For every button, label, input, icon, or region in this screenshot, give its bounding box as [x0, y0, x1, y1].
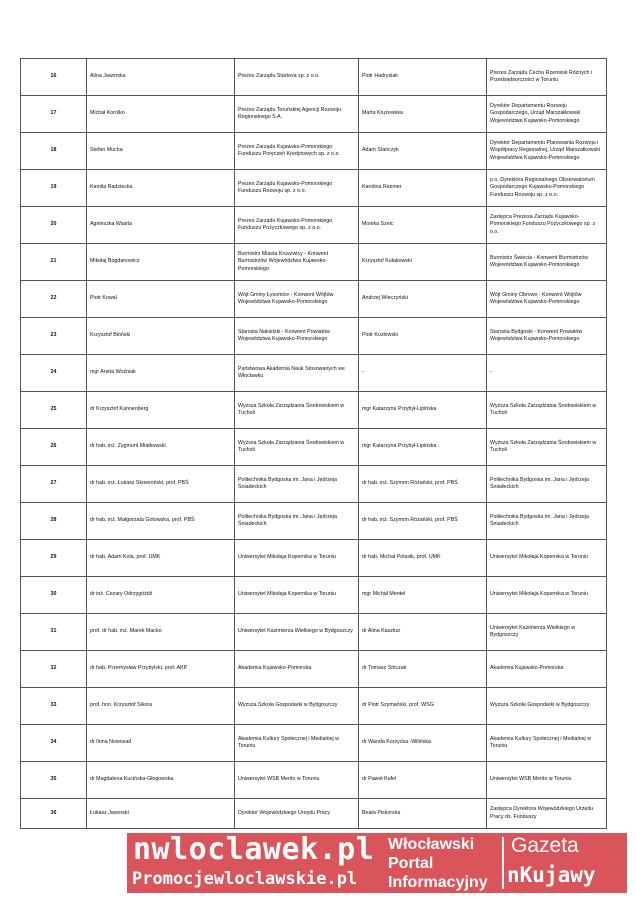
member-institution: Prezes Zarządu Toruńskiej Agencji Rozwoju Regionalnego S.A.: [235, 96, 359, 133]
deputy-name: dr Tomasz Sińczak: [359, 651, 487, 688]
member-institution: Prezes Zarządu Kujawsko-Pomorskiego Funduszu Rozwoju sp. z o.o.: [235, 170, 359, 207]
member-name: Michał Korolko: [87, 96, 235, 133]
row-number: 34: [21, 725, 87, 762]
member-institution: Uniwersytet WSB Merito w Toruniu: [235, 762, 359, 799]
row-number: 20: [21, 207, 87, 244]
member-name: dr hab. inż. Łukasz Skowroński, prof. PBŚ: [87, 466, 235, 503]
deputy-institution: -: [487, 355, 607, 392]
deputy-institution: Uniwersytet Kazimierza Wielkiego w Bydgoszczy: [487, 614, 607, 651]
member-name: dr Ilona Nowosad: [87, 725, 235, 762]
member-name: dr inż. Cezary Odrzygóźdź: [87, 577, 235, 614]
member-name: mgr Aneta Woźniak: [87, 355, 235, 392]
table-row: [21, 651, 607, 688]
table-row: [21, 59, 607, 96]
member-institution: Politechnika Bydgoska im. Jana i Jędrzeja Śniadeckich: [235, 503, 359, 540]
row-number: 35: [21, 762, 87, 799]
row-number: 19: [21, 170, 87, 207]
member-institution: Prezes Zarządu Kujawsko-Pomorskiego Funduszu Poręczeń Kredytowych sp. z o.o.: [235, 133, 359, 170]
member-table: [20, 58, 607, 829]
deputy-name: mgr Katarzyna Przybył-Lipińska: [359, 429, 487, 466]
portal-label: [388, 835, 498, 892]
deputy-name: Adam Stańczyk: [359, 133, 487, 170]
table-row: [21, 503, 607, 540]
member-name: dr hab. inż. Zygmunt Miatkowski: [87, 429, 235, 466]
member-institution: Politechnika Bydgoska im. Jana i Jędrzeja Śniadeckich: [235, 466, 359, 503]
site-logo-promocje: Promocjewloclawskie.pl: [132, 869, 358, 889]
portal-label-line1: Włocławski: [388, 836, 475, 853]
nkujawy-logo: nKujawy: [507, 863, 596, 887]
table-row: [21, 170, 607, 207]
table-row: [21, 688, 607, 725]
member-name: Kamila Radziecka: [87, 170, 235, 207]
member-name: Krzysztof Błoński: [87, 318, 235, 355]
member-institution: Dyrektor Wojewódzkiego Urzędu Pracy: [235, 799, 359, 829]
table-row: [21, 799, 607, 829]
member-institution: Wyższa Szkoła Gospodarki w Bydgoszczy: [235, 688, 359, 725]
member-institution: Uniwersytet Mikołaja Kopernika w Toruniu: [235, 577, 359, 614]
deputy-institution: Zastępca Dyrektora Wojewódzkiego Urzędu Pracy ds. Funduszy: [487, 799, 607, 829]
row-number: 16: [21, 59, 87, 96]
deputy-institution: Dyrektor Departamentu Planowania Rozwoju i Współpracy Regionalnej, Urząd Marszałkowski Województwa Kujawsko-Pomorskiego: [487, 133, 607, 170]
row-number: 26: [21, 429, 87, 466]
deputy-institution: Prezes Zarządu Cechu Rzemiosł Różnych i Przedsiębiorczości w Toruniu: [487, 59, 607, 96]
deputy-institution: Starosta Bydgoski - Konwent Powiatów Województwa Kujawsko-Pomorskiego: [487, 318, 607, 355]
member-institution: Burmistrz Miasta Kruszwicy - Konwent Burmistrzów Województwa Kujawsko-Pomorskiego: [235, 244, 359, 281]
member-name: Agnieszka Wasita: [87, 207, 235, 244]
member-name: Stefan Mucha: [87, 133, 235, 170]
member-name: dr Magdalena Kucińska-Głogowska: [87, 762, 235, 799]
table-row: [21, 614, 607, 651]
deputy-institution: Uniwersytet Mikołaja Kopernika w Toruniu: [487, 540, 607, 577]
deputy-institution: Wójt Gminy Obrowo - Konwent Wójtów Województwa Kujawsko-Pomorskiego: [487, 281, 607, 318]
gazeta-label: Gazeta: [511, 834, 579, 857]
member-institution: Starosta Nakielski - Konwent Powiatów Województwa Kujawsko-Pomorskiego: [235, 318, 359, 355]
member-name: dr hab. inż. Małgorzata Gotowska, prof. PBŚ: [87, 503, 235, 540]
table-row: [21, 281, 607, 318]
deputy-name: Andrzej Wieczyński: [359, 281, 487, 318]
deputy-name: Krzysztof Kułakowski: [359, 244, 487, 281]
deputy-name: Karolina Rezmer: [359, 170, 487, 207]
member-institution: Uniwersytet Kazimierza Wielkiego w Bydgoszczy: [235, 614, 359, 651]
deputy-institution: Politechnika Bydgoska im. Jana i Jędrzeja Śniadeckich: [487, 466, 607, 503]
deputy-name: dr hab. inż. Szymon Różański, prof. PBŚ: [359, 503, 487, 540]
deputy-name: mgr Katarzyna Przybył-Lipińska: [359, 392, 487, 429]
member-name: Alina Jaworska: [87, 59, 235, 96]
member-institution: Wyższa Szkoła Zarządzania Środowiskiem w Tucholi: [235, 392, 359, 429]
deputy-institution: p.o. Dyrektora Regionalnego Obserwatorium Gospodarczego Kujawsko-Pomorskiego Funduszu Rozwoju sp. z o.o.: [487, 170, 607, 207]
watermark-banner: [127, 833, 627, 893]
deputy-name: -: [359, 355, 487, 392]
table-row: [21, 762, 607, 799]
deputy-institution: Wyższa Szkoła Zarządzania Środowiskiem w Tucholi: [487, 392, 607, 429]
table-row: [21, 355, 607, 392]
row-number: 27: [21, 466, 87, 503]
deputy-institution: Akademia Kujawsko-Pomorska: [487, 651, 607, 688]
deputy-institution: Uniwersytet WSB Merito w Toruniu: [487, 762, 607, 799]
member-institution: Prezes Zarządu Startova sp. z o.o.: [235, 59, 359, 96]
table-row: [21, 429, 607, 466]
deputy-name: dr Wanda Korzycka -Wilińska: [359, 725, 487, 762]
deputy-name: dr hab. inż. Szymon Różański, prof. PBŚ: [359, 466, 487, 503]
row-number: 21: [21, 244, 87, 281]
member-institution: Akademia Kultury Społecznej i Medialnej w Toruniu: [235, 725, 359, 762]
table-row: [21, 392, 607, 429]
deputy-name: Piotr Kozłowski: [359, 318, 487, 355]
member-name: dr Krzysztof Kannenberg: [87, 392, 235, 429]
row-number: 22: [21, 281, 87, 318]
deputy-name: dr hab. Michał Polasik, prof. UMK: [359, 540, 487, 577]
row-number: 24: [21, 355, 87, 392]
deputy-institution: Akademia Kultury Społecznej i Medialnej w Toruniu: [487, 725, 607, 762]
deputy-institution: Politechnika Bydgoska im. Jana i Jędrzeja Śniadeckich: [487, 503, 607, 540]
table-row: [21, 133, 607, 170]
deputy-name: Marta Krużewska: [359, 96, 487, 133]
deputy-institution: Dyrektor Departamentu Rozwoju Gospodarczego, Urząd Marszałkowski Województwa Kujawsko-Pomorskiego: [487, 96, 607, 133]
site-logo-nwloclawek: nwloclawek.pl: [133, 833, 375, 867]
row-number: 28: [21, 503, 87, 540]
table-row: [21, 244, 607, 281]
member-name: Mikołaj Bogdanowicz: [87, 244, 235, 281]
table-row: [21, 207, 607, 244]
table-row: [21, 96, 607, 133]
member-institution: Państwowa Akademia Nauk Stosowanych we Włocławku: [235, 355, 359, 392]
member-institution: Wyższa Szkoła Zarządzania Środowiskiem w Tucholi: [235, 429, 359, 466]
deputy-institution: Uniwersytet Mikołaja Kopernika w Toruniu: [487, 577, 607, 614]
member-institution: Akademia Kujawsko-Pomorska: [235, 651, 359, 688]
row-number: 17: [21, 96, 87, 133]
table-row: [21, 318, 607, 355]
row-number: 23: [21, 318, 87, 355]
member-institution: Wójt Gminy Łysomice - Konwent Wójtów Województwa Kujawsko-Pomorskiego: [235, 281, 359, 318]
table-row: [21, 540, 607, 577]
row-number: 33: [21, 688, 87, 725]
table-row: [21, 466, 607, 503]
row-number: 18: [21, 133, 87, 170]
deputy-institution: Burmistrz Świecia - Konwent Burmistrzów Województwa Kujawsko-Pomorskiego: [487, 244, 607, 281]
member-name: dr hab. Przemysław Przybylski, prof. AKP: [87, 651, 235, 688]
member-name: prof. dr hab. inż. Marek Macko: [87, 614, 235, 651]
deputy-name: Piotr Hadrysiak: [359, 59, 487, 96]
deputy-name: dr Piotr Szymański, prof. WSG: [359, 688, 487, 725]
member-name: Łukasz Jaworski: [87, 799, 235, 829]
member-name: prof. hon. Krzysztof Sikora: [87, 688, 235, 725]
table-row: [21, 725, 607, 762]
member-institution: Prezes Zarządu Kujawsko-Pomorskiego Funduszu Pożyczkowego sp. z o.o.: [235, 207, 359, 244]
row-number: 36: [21, 799, 87, 829]
row-number: 32: [21, 651, 87, 688]
deputy-name: dr Paweł Kufel: [359, 762, 487, 799]
deputy-name: Monika Szelc: [359, 207, 487, 244]
portal-label-line3: Informacyjny: [388, 874, 488, 891]
deputy-institution: Wyższa Szkoła Gospodarki w Bydgoszczy: [487, 688, 607, 725]
member-name: dr hab. Adam Kola, prof. UMK: [87, 540, 235, 577]
deputy-name: dr Alina Kaszkur: [359, 614, 487, 651]
row-number: 31: [21, 614, 87, 651]
deputy-name: Beata Piskorska: [359, 799, 487, 829]
deputy-name: mgr Michał Mentel: [359, 577, 487, 614]
row-number: 25: [21, 392, 87, 429]
deputy-institution: Zastępca Prezesa Zarządu Kujawsko-Pomorskiego Funduszu Pożyczkowego sp. z o.o.: [487, 207, 607, 244]
portal-label-line2: Portal: [388, 855, 434, 872]
row-number: 30: [21, 577, 87, 614]
banner-divider: [502, 837, 504, 889]
table-row: [21, 577, 607, 614]
row-number: 29: [21, 540, 87, 577]
deputy-institution: Wyższa Szkoła Zarządzania Środowiskiem w Tucholi: [487, 429, 607, 466]
member-name: Piotr Kowal: [87, 281, 235, 318]
member-institution: Uniwersytet Mikołaja Kopernika w Toruniu: [235, 540, 359, 577]
